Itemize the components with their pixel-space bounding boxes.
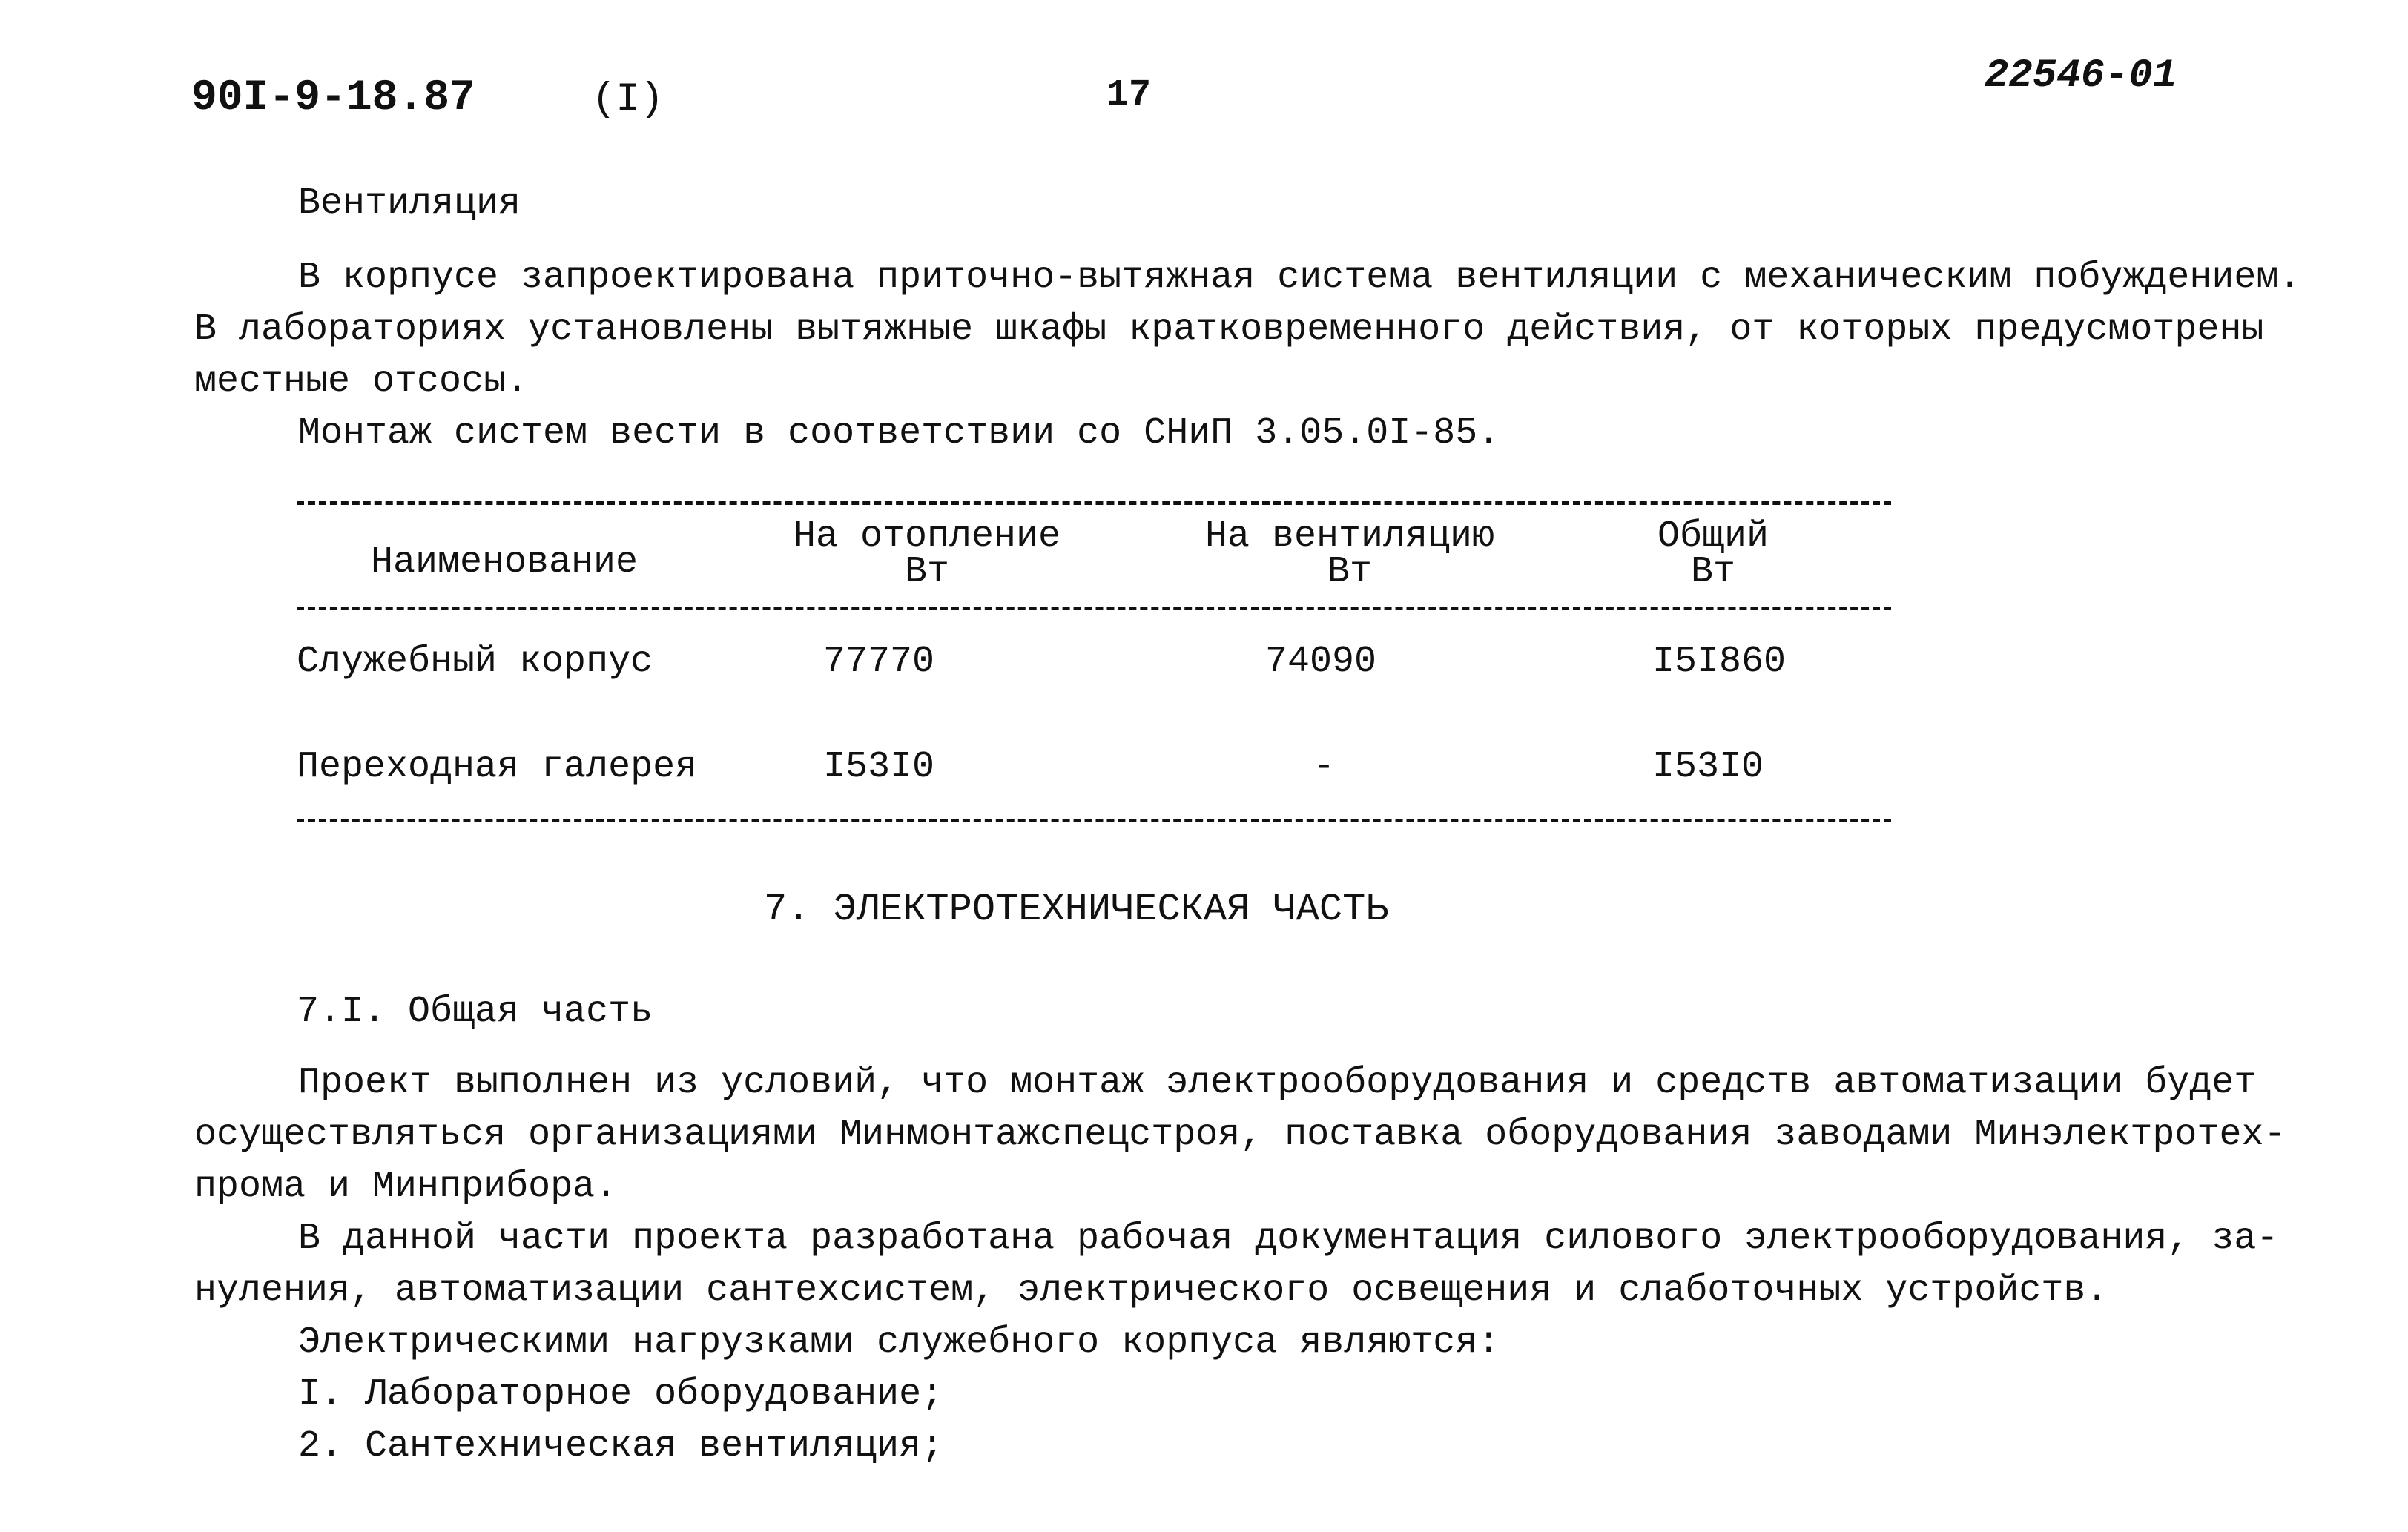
paragraph-line: В лабораториях установлены вытяжные шкафы кратковременного действия, от которых предусмотрены xyxy=(194,308,2264,351)
inventory-number: 22546-01 xyxy=(1985,53,2177,99)
table-cell-name: Служебный корпус xyxy=(297,641,653,683)
paragraph-line: В данной части проекта разработана рабочая документация силового электрооборудования, за- xyxy=(298,1218,2279,1260)
table-header-heating xyxy=(771,515,1083,593)
table-header-unit: Вт xyxy=(1690,551,1735,593)
table-header-text: Общий xyxy=(1657,515,1769,558)
table-top-rule xyxy=(297,501,1891,505)
table-header-ventilation xyxy=(1179,515,1520,593)
table-cell-total: I5I860 xyxy=(1652,641,1787,683)
page-number: 17 xyxy=(1106,74,1152,116)
paragraph-line: В корпусе запроектирована приточно-вытяжная система вентиляции с механическим побуждением. xyxy=(298,257,2301,299)
chapter-body xyxy=(194,1057,2286,1473)
table-header-text: На вентиляцию xyxy=(1204,515,1495,558)
document-code: 90I-9-18.87 xyxy=(191,74,475,122)
subsection-title: 7.I. Общая часть xyxy=(297,991,653,1033)
paragraph-line: местные отсосы. xyxy=(194,360,529,403)
list-item: 2. Сантехническая вентиляция; xyxy=(298,1425,944,1467)
paragraph-line: прома и Минприбора. xyxy=(194,1166,618,1208)
list-item: I. Лабораторное оборудование; xyxy=(298,1373,944,1416)
table-cell-heating: 77770 xyxy=(823,641,935,683)
paragraph-line: нуления, автоматизации сантехсистем, электрического освещения и слаботочных устройств. xyxy=(194,1269,2108,1312)
loads-intro: Электрическими нагрузками служебного корпуса являются: xyxy=(298,1321,1500,1364)
table-cell-heating: I53I0 xyxy=(823,746,935,788)
table-bottom-rule xyxy=(297,819,1891,822)
paragraph-line: осуществляться организациями Минмонтажспецстроя, поставка оборудования заводами Минэлектротех- xyxy=(194,1114,2286,1156)
table-header-unit: Вт xyxy=(1327,551,1372,593)
table-header-total xyxy=(1594,515,1832,593)
table-header-unit: Вт xyxy=(904,551,949,593)
chapter-title: 7. ЭЛЕКТРОТЕХНИЧЕСКАЯ ЧАСТЬ xyxy=(764,888,1389,931)
table-cell-total: I53I0 xyxy=(1652,746,1764,788)
table-header-name xyxy=(349,537,660,589)
table-cell-ventilation: - xyxy=(1313,746,1336,788)
table-header-text: На отопление xyxy=(793,515,1061,558)
table-cell-ventilation: 74090 xyxy=(1265,641,1377,683)
table-header-text: Наименование xyxy=(370,541,639,584)
section-title-ventilation: Вентиляция xyxy=(298,182,521,225)
paragraph-line: Монтаж систем вести в соответствии со СНиП 3.05.0I-85. xyxy=(298,412,1500,455)
table-header-rule xyxy=(297,607,1891,610)
ventilation-paragraph xyxy=(194,252,2301,460)
table-cell-name: Переходная галерея xyxy=(297,746,698,788)
paragraph-line: Проект выполнен из условий, что монтаж электрооборудования и средств автоматизации будет xyxy=(298,1062,2257,1104)
part-mark: (I) xyxy=(592,77,664,122)
